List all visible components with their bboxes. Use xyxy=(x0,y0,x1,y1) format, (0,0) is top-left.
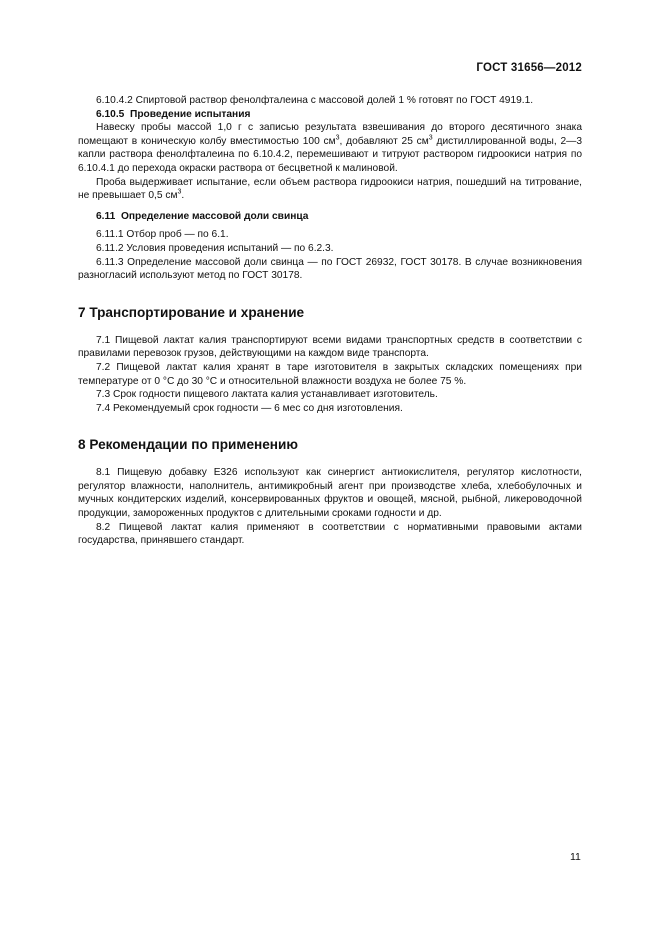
section-7-heading: 7 Транспортирование и хранение xyxy=(78,304,305,320)
clause-6-11-1: 6.11.1 Отбор проб — по 6.1. xyxy=(96,229,229,241)
clause-6-11-title: Определение массовой доли свинца xyxy=(120,210,309,222)
clause-8-2: 8.2 Пищевой лактат калия применяют в соответствии с нормативными правовыми актами государства, принявшего стандарт. xyxy=(78,521,582,547)
text-run: Навеску пробы массой 1,0 г с записью результата взвешивания до второго десятичного знака помещают в коническую колбу вместимостью 100 см xyxy=(78,122,582,147)
text-run: дистиллированной воды, 2—3 капли раствора фенолфталеина по 6.10.4.2, перемешивают и титруют раствором гидроокиси натрия по 6.10.4.1 до перехода окраски раствора от бесцветной к малиновой. xyxy=(78,135,583,174)
document-code-header: ГОСТ 31656—2012 xyxy=(476,62,582,74)
superscript: 3 xyxy=(177,188,182,196)
text-run: , добавляют 25 см xyxy=(339,135,429,147)
superscript: 3 xyxy=(335,134,340,142)
superscript: 3 xyxy=(428,134,433,142)
text-run: . xyxy=(181,190,185,202)
document-body xyxy=(78,94,582,548)
clause-6-10-5-number: 6.10.5 xyxy=(96,108,125,120)
clause-7-3: 7.3 Срок годности пищевого лактата калия устанавливает изготовитель. xyxy=(96,389,438,401)
clause-7-4: 7.4 Рекомендуемый срок годности — 6 мес со дня изготовления. xyxy=(96,402,403,414)
clause-6-10-5-paragraph-2 xyxy=(78,176,582,203)
clause-6-11-heading xyxy=(78,210,582,224)
clause-6-10-5-paragraph-1 xyxy=(78,121,582,175)
clause-6-10-5-heading xyxy=(78,108,582,122)
clause-7-2: 7.2 Пищевой лактат калия хранят в таре изготовителя в закрытых складских помещениях при температуре от 0 °С до 30 °С и относительной влажности воздуха не более 75 %. xyxy=(78,361,582,387)
page-number: 11 xyxy=(570,851,581,863)
clause-8-1: 8.1 Пищевую добавку Е326 используют как синергист антиокислителя, регулятор кислотности, регулятор влажности, наполнитель, антимикробный агент при производстве хлеба, хлебобулочных и мучных кондитерских изделий, консервированных фруктов и овощей, мясной, рыбной, ликероводочной продукции, замороженных продуктов с длительными сроками годности и др. xyxy=(78,467,582,520)
clause-6-10-5-title: Проведение испытания xyxy=(130,108,251,120)
clause-6-10-4-2: 6.10.4.2 Спиртовой раствор фенолфталеина с массовой долей 1 % готовят по ГОСТ 4919.1. xyxy=(96,95,534,106)
clause-7-1: 7.1 Пищевой лактат калия транспортируют всеми видами транспортных средств в соответствии с правилами перевозок грузов, действующими на каждом виде транспорта. xyxy=(78,334,582,360)
clause-6-11-number: 6.11 xyxy=(96,210,116,222)
clause-6-11-3: 6.11.3 Определение массовой доли свинца — по ГОСТ 26932, ГОСТ 30178. В случае возникновения разногласий используют метод по ГОСТ 30178. xyxy=(78,256,582,282)
text-run: Проба выдерживает испытание, если объем раствора гидроокиси натрия, пошедший на титрование, не превышает 0,5 см xyxy=(78,176,582,202)
section-8-heading: 8 Рекомендации по применению xyxy=(78,437,298,453)
clause-6-11-2: 6.11.2 Условия проведения испытаний — по 6.2.3. xyxy=(96,242,334,254)
